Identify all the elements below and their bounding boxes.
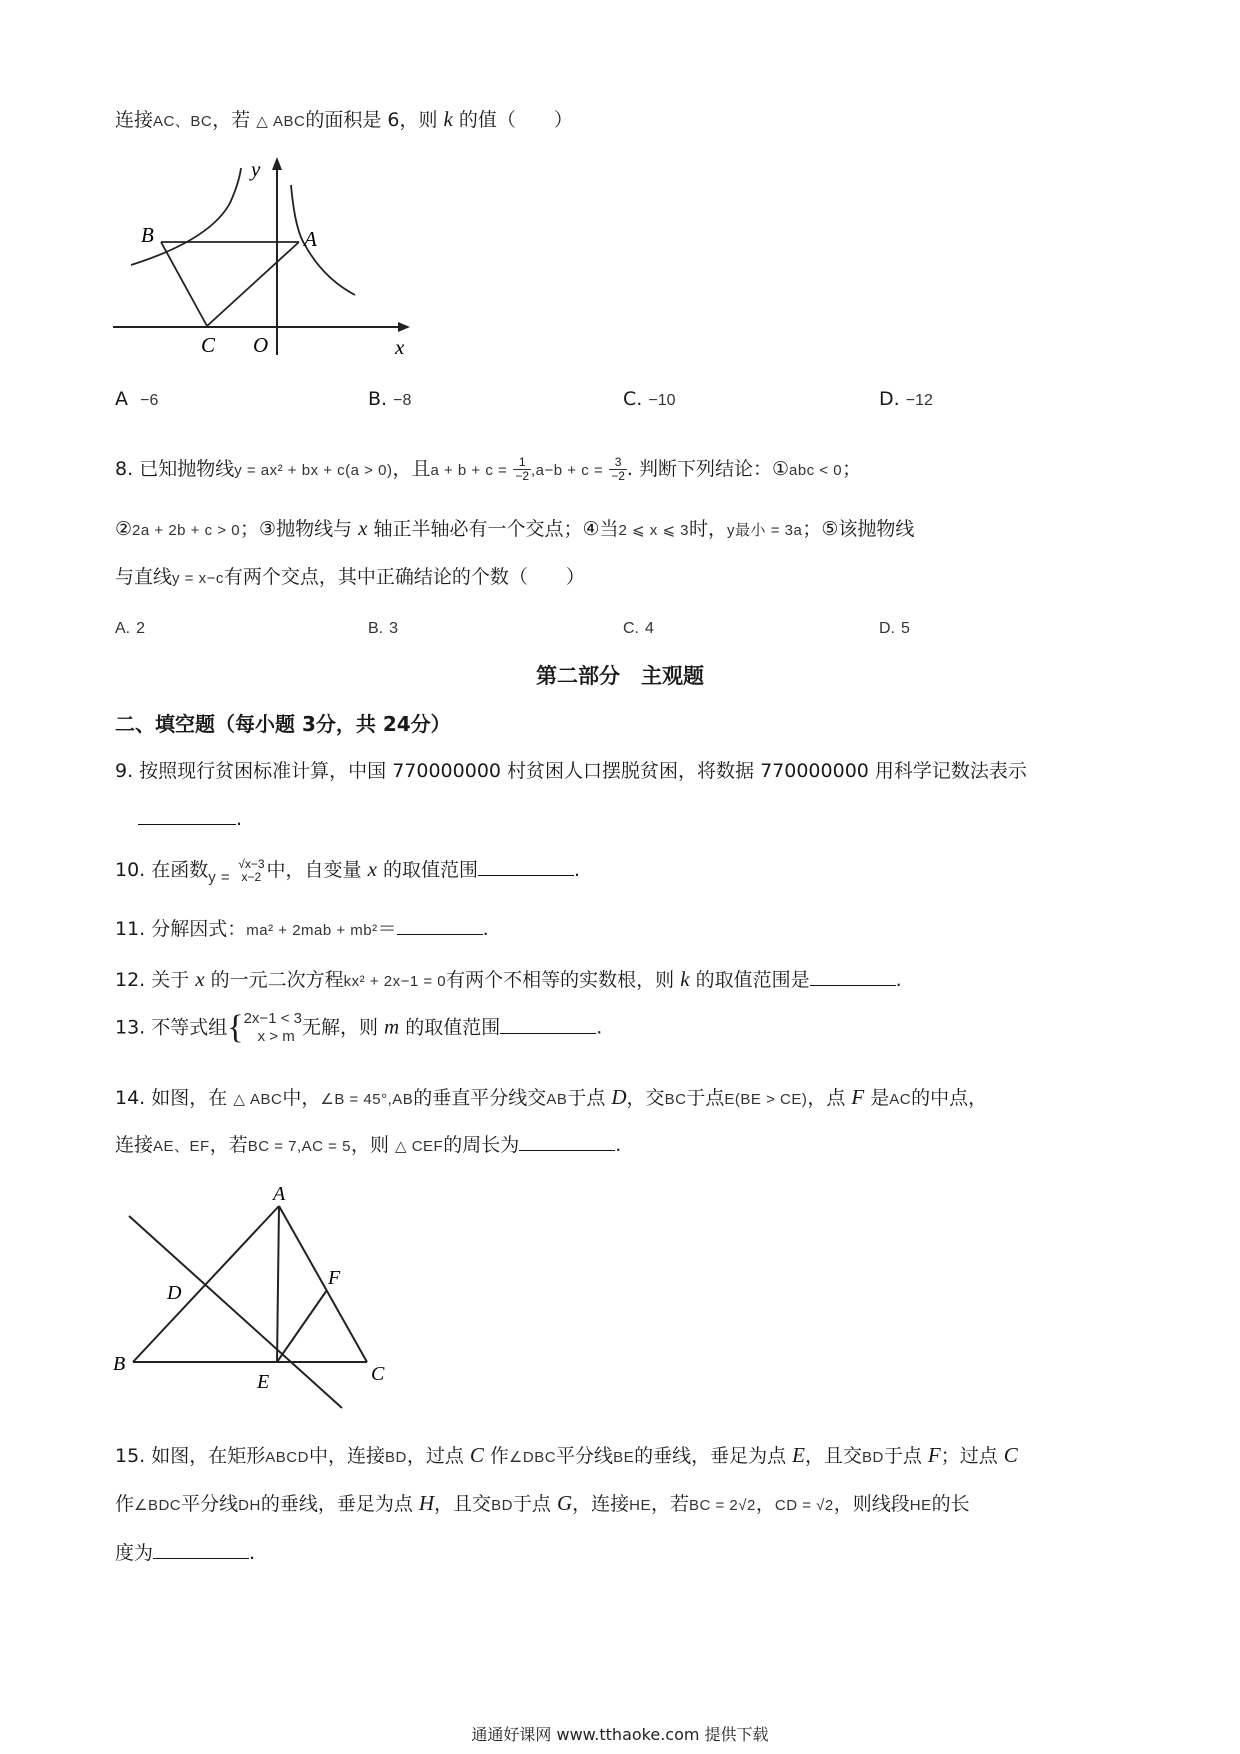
q14-angle: ∠B = 45° [320,1091,388,1108]
q15-text: 15. 如图，在矩形 [115,1445,266,1467]
q13-text: 无解，则 [301,1016,385,1039]
q14-text: ，交 [626,1087,665,1109]
part2-title: 第二部分 主观题 [536,664,704,688]
q15-text: 的长 [931,1493,970,1515]
q14-ac: AC [889,1091,912,1108]
q14-text: 的中点， [911,1087,988,1109]
section2-title: 二、填空题（每小题 3分，共 24分） [115,712,451,736]
q15-text: 于点 [883,1445,928,1467]
hyperbola-right-branch [291,185,355,295]
q8-option-c-letter: C. [623,620,639,637]
q14-line2 [115,1132,621,1160]
q15-abcd: ABCD [265,1449,309,1466]
q15-text: 作 [115,1493,135,1515]
q15-text: ，过点 [406,1445,470,1467]
q14-text: ，则 [350,1134,389,1156]
q14-triangle-cef: △ CEF [395,1138,444,1155]
q8-text: ；③抛物线与 [240,518,359,540]
q15-angle-dbc: ∠DBC [508,1449,557,1466]
q8-option-a-value: 2 [136,620,146,637]
q8-text: 轴正半轴必有一个交点；④当 [367,518,619,540]
q8-option-b[interactable] [368,614,398,642]
q14-triangle: △ ABC [233,1091,283,1108]
q15-bd3: BD [491,1497,513,1514]
q15-angle-bdc: ∠BDC [134,1497,182,1514]
q8-number: 8. [115,458,134,480]
q14-text: ，点 [807,1087,852,1109]
q14-end: . [615,1134,622,1156]
q13-system [244,1010,302,1046]
q8-option-d-value: 5 [901,620,910,637]
q14-text: 的垂直平分线交 [413,1087,547,1109]
q15-text: ，连接 [572,1493,630,1515]
q7-option-d[interactable] [879,386,933,414]
q14-text: 连接 [115,1134,154,1156]
q13-line [115,1010,602,1046]
q15-text: ， [755,1493,775,1515]
q15-point-C2: C [1003,1443,1018,1467]
q14-text: ，若 [209,1134,248,1156]
q14-text: 是 [864,1087,890,1109]
q14-line1 [115,1084,987,1113]
q14-ab2: AB [546,1091,568,1108]
q8-frac2-den: −2 [611,469,625,483]
q7-option-b[interactable] [368,386,411,414]
q8-frac1-num: 1 [513,456,531,470]
q15-end: . [249,1542,256,1564]
q7-figure [105,150,425,365]
q13-var-m: m [384,1014,400,1039]
q8-frac2-num: 3 [609,456,627,470]
q8-frac1-den: −2 [515,469,529,483]
q7-text-value: 的值（ ） [452,109,573,131]
q8-text: 与直线 [115,566,173,588]
q10-frac-num: √x−3 [238,856,265,871]
q8-text: ② [115,518,133,540]
q11-line [115,916,489,944]
q15-he: HE [629,1497,651,1514]
q14-text: 中， [282,1087,321,1109]
q15-he2: HE [909,1497,932,1514]
q7-triangle: △ ABC [256,113,306,130]
q8-line1 [115,456,861,484]
q7-option-c[interactable] [623,386,676,414]
q8-frac2 [609,456,627,483]
q8-option-a-letter: A. [115,620,131,637]
q12-text: 12. 关于 [115,969,196,991]
q15-text: 度为 [115,1542,154,1564]
q14-point-D: D [611,1085,627,1109]
q8-text: ，且 [392,458,431,480]
q13-answer-blank[interactable] [500,1015,596,1034]
q12-end: . [895,969,902,991]
q8-option-c-value: 4 [645,620,654,637]
q8-text: 时， [689,518,728,540]
label-B: B [113,1353,126,1375]
q7-text-prefix: 连接 [115,109,154,131]
q10-text: 中，自变量 [266,859,368,881]
q7-k: k [443,107,453,131]
q9-end: . [236,808,243,830]
q12-answer-blank[interactable] [810,967,896,986]
q15-point-C: C [469,1443,484,1467]
q12-text: 的取值范围是 [689,969,810,991]
q8-line2 [115,515,914,544]
q15-text: ，则线段 [833,1493,910,1515]
q10-frac-den: x−2 [241,869,262,884]
label-D: D [167,1282,182,1304]
q8-eq7: y = x−c [172,570,224,587]
q15-text: 的垂线，垂足为点 [634,1445,793,1467]
label-F: F [328,1267,341,1289]
q15-point-E: E [792,1443,805,1467]
q8-eq4: 2a + 2b + c > 0 [132,522,241,539]
q10-text: 的取值范围 [376,859,478,881]
q15-dh: DH [238,1497,261,1514]
q8-line3 [115,564,585,592]
q7-ac-bc: AC、BC [153,113,213,130]
q9-line2 [138,806,242,832]
q7-option-b-value: −8 [393,392,412,409]
segment-AE [277,1206,279,1362]
q15-line2 [115,1490,970,1519]
label-y: y [251,157,261,181]
q10-line [115,856,580,885]
q7-option-a-value: −6 [140,392,159,409]
q8-eq2a: a + b + c = [430,462,508,479]
q14-point-F: F [851,1085,865,1109]
q15-given-cd: CD = √2 [774,1497,834,1514]
q8-text: . 判断下列结论：① [626,458,789,480]
q12-var-x: x [195,967,205,991]
q10-var-x: x [367,857,377,881]
q9-answer-blank[interactable] [138,806,236,825]
q14-ab: ,AB [387,1091,414,1108]
q14-given: BC = 7,AC = 5 [247,1138,351,1155]
q8-eq5: 2 ⩽ x ⩽ 3 [618,522,690,539]
q11-expression: ma² + 2mab + mb² [246,922,378,939]
q8-parabola-eq: y = ax² + bx + c(a > 0) [234,462,393,479]
q10-answer-blank[interactable] [478,857,574,876]
q8-var-x: x [358,516,368,540]
q15-point-G: G [556,1491,573,1515]
segment-CA [207,242,299,326]
x-axis-arrow [398,322,410,332]
label-x: x [395,335,405,359]
q7-text-area: 的面积是 6，则 [305,109,444,131]
q13-row1: 2x−1 < 3 [243,1010,302,1027]
label-C: C [201,333,216,357]
segment-BC [161,242,207,326]
q15-answer-blank[interactable] [153,1540,249,1559]
q15-given-bc: BC = 2√2 [689,1497,756,1514]
q14-ae-ef: AE、EF [153,1138,210,1155]
q15-text: 平分线 [556,1445,614,1467]
q15-text: 于点 [512,1493,557,1515]
q15-text: 平分线 [181,1493,239,1515]
q12-text: 有两个不相等的实数根，则 [446,969,681,991]
q15-bd: BD [384,1449,407,1466]
q7-stem [115,106,573,135]
q13-end: . [596,1016,603,1039]
q8-eq6: y最小 = 3a [727,522,803,539]
q12-text: 的一元二次方程 [204,969,344,991]
q7-text-ruo: ，若 [212,109,251,131]
label-O: O [253,333,269,357]
hyperbola-left-branch [131,168,241,265]
label-E: E [257,1371,270,1393]
q7-option-d-letter: D. [879,388,900,410]
q13-row2: x > m [257,1028,295,1045]
q14-text: 于点 [567,1087,612,1109]
q11-text: 11. 分解因式： [115,918,247,940]
q15-line1 [115,1442,1018,1471]
q10-y: y = [208,869,231,886]
q10-end: . [573,859,580,881]
q8-frac1 [513,456,531,483]
q15-text: ，若 [650,1493,689,1515]
q8-option-b-value: 3 [389,620,399,637]
q8-text: ；⑤该抛物线 [802,518,915,540]
q14-figure [105,1182,405,1417]
page-footer: 通通好课网 www.tthaoke.com 提供下载 [471,1725,769,1744]
q7-option-c-value: −10 [648,392,676,409]
q7-option-b-letter: B. [368,388,388,410]
q8-option-b-letter: B. [368,620,384,637]
q12-equation: kx² + 2x−1 = 0 [343,973,447,990]
q8-eq2b: ,a−b + c = [531,462,604,479]
q8-text: 有两个交点，其中正确结论的个数（ ） [223,566,585,588]
q15-text: ；过点 [940,1445,1004,1467]
perpendicular-bisector [129,1216,342,1408]
label-B: B [141,223,154,247]
q13-brace: { [227,1009,244,1046]
q13-text: 的取值范围 [399,1016,501,1039]
q7-option-d-value: −12 [905,392,933,409]
q15-text: ，且交 [804,1445,862,1467]
q15-line3 [115,1540,255,1566]
segment-AB [133,1206,279,1362]
q14-e-cond: E(BE > CE) [724,1091,808,1108]
q12-var-k: k [680,967,690,991]
label-A: A [273,1183,286,1205]
q13-text: 13. 不等式组 [115,1016,228,1039]
q11-answer-blank[interactable] [397,916,483,935]
q15-text: 中，连接 [308,1445,385,1467]
q15-point-H: H [418,1491,435,1515]
q15-text: ，且交 [434,1493,492,1515]
q9-line1: 9. 按照现行贫困标准计算，中国 770000000 村贫困人口摆脱贫困，将数据 770000000 用科学记数法表示 [115,760,1027,782]
q10-frac [236,858,266,884]
q7-option-a-letter: A [115,388,128,410]
q14-text: 的周长为 [443,1134,520,1156]
q15-bd2: BD [861,1449,884,1466]
q8-option-c[interactable] [623,614,654,642]
q8-text: 已知抛物线 [139,458,235,480]
q11-end: . [482,918,489,940]
q7-option-c-letter: C. [623,388,643,410]
q14-text: 于点 [686,1087,725,1109]
segment-EF [277,1290,327,1362]
q12-line [115,966,902,995]
q15-text: 作 [483,1445,509,1467]
q14-text: 14. 如图，在 [115,1087,228,1109]
q8-option-d[interactable] [879,614,910,642]
q11-equals: ＝ [377,918,397,940]
label-A: A [304,227,317,251]
q15-be: BE [613,1449,635,1466]
q15-point-F: F [927,1443,941,1467]
q8-option-d-letter: D. [879,620,895,637]
label-C: C [371,1363,385,1385]
q10-text: 10. 在函数 [115,859,209,881]
q14-answer-blank[interactable] [519,1132,615,1151]
q7-option-a[interactable] [115,386,158,414]
q8-option-a[interactable] [115,614,145,642]
y-axis-arrow [272,157,282,170]
q15-text: 的垂线，垂足为点 [260,1493,419,1515]
q8-text: ； [842,458,862,480]
q14-bc: BC [664,1091,687,1108]
q8-eq3: abc < 0 [789,462,843,479]
